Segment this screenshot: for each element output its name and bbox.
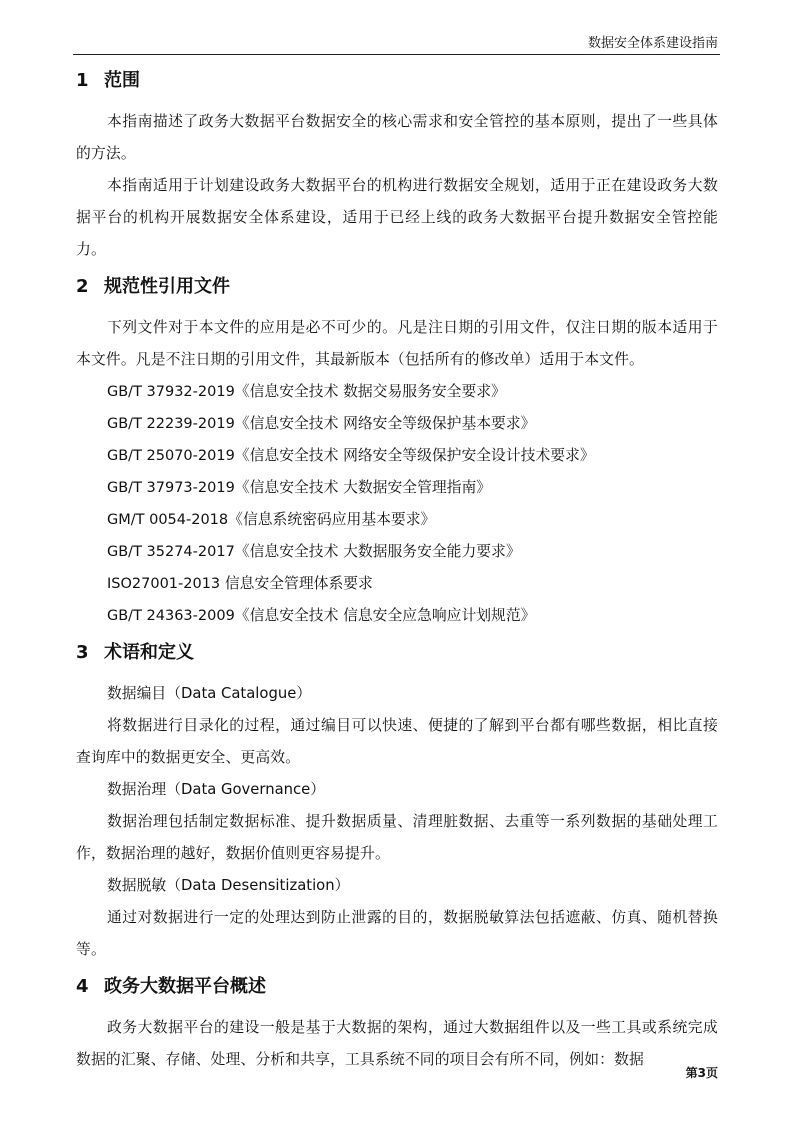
term-definition: 通过对数据进行一定的处理达到防止泄露的目的，数据脱敏算法包括遮蔽、仿真、随机替换等。 [76,909,718,958]
reference-code: ISO27001-2013 [107,576,221,592]
paragraph: 本指南适用于计划建设政务大数据平台的机构进行数据安全规划，适用于正在建设政务大数据平台的机构开展数据安全体系建设，适用于已经上线的政务大数据平台提升数据安全管控能力。 [76,177,718,258]
reference-item [76,600,718,632]
term-definition: 将数据进行目录化的过程，通过编目可以快速、便捷的了解到平台都有哪些数据，相比直接查询库中的数据更安全、更高效。 [76,717,718,766]
section-title: 术语和定义 [104,642,194,663]
reference-code: GM/T 0054-2018 [107,512,229,528]
header-title: 数据安全体系建设指南 [587,36,718,51]
reference-code: GB/T 24363-2009 [107,608,235,624]
page-number: 第3页 [685,1066,718,1080]
reference-code: GB/T 22239-2019 [107,416,235,432]
reference-code: GB/T 37973-2019 [107,480,235,496]
paragraph: 下列文件对于本文件的应用是必不可少的。凡是注日期的引用文件，仅注日期的版本适用于本文件。凡是不注日期的引用文件，其最新版本（包括所有的修改单）适用于本文件。 [76,319,718,368]
page-content [76,66,718,1076]
paragraph: 本指南描述了政务大数据平台数据安全的核心需求和安全管控的基本原则，提出了一些具体的方法。 [76,113,718,162]
section-4-heading [76,972,718,1002]
reference-name: 《信息系统密码应用基本要求》 [228,511,436,528]
reference-name: 信息安全管理体系要求 [220,575,373,592]
reference-name: 《信息安全技术 数据交易服务安全要求》 [234,383,506,400]
reference-item [76,568,718,600]
reference-item [76,376,718,408]
reference-item [76,408,718,440]
reference-name: 《信息安全技术 网络安全等级保护安全设计技术要求》 [234,447,595,464]
paragraph: 政务大数据平台的建设一般是基于大数据的架构，通过大数据组件以及一些工具或系统完成数据的汇聚、存储、处理、分析和共享，工具系统不同的项目会有所不同，例如：数据 [76,1019,718,1068]
section-number: 4 [76,976,89,997]
term-heading: 数据脱敏（Data Desensitization） [107,877,350,894]
reference-code: GB/T 37932-2019 [107,384,235,400]
section-1-heading [76,66,718,96]
section-number: 1 [76,70,89,91]
reference-name: 《信息安全技术 大数据安全管理指南》 [234,479,492,496]
section-number: 3 [76,642,89,663]
reference-code: GB/T 25070-2019 [107,448,235,464]
section-3-heading [76,638,718,668]
reference-item [76,472,718,504]
section-title: 范围 [104,70,140,91]
term-heading: 数据编目（Data Catalogue） [107,685,312,702]
reference-item [76,440,718,472]
reference-item [76,536,718,568]
reference-name: 《信息安全技术 网络安全等级保护基本要求》 [234,415,536,432]
section-title: 政务大数据平台概述 [104,976,266,997]
reference-name: 《信息安全技术 大数据服务安全能力要求》 [234,543,521,560]
reference-code: GB/T 35274-2017 [107,544,235,560]
term-heading: 数据治理（Data Governance） [107,781,326,798]
term-definition: 数据治理包括制定数据标准、提升数据质量、清理脏数据、去重等一系列数据的基础处理工作，数据治理的越好，数据价值则更容易提升。 [76,813,718,862]
section-number: 2 [76,276,89,297]
page-header [73,0,720,55]
reference-item [76,504,718,536]
reference-name: 《信息安全技术 信息安全应急响应计划规范》 [234,607,536,624]
section-title: 规范性引用文件 [104,276,230,297]
section-2-heading [76,272,718,302]
